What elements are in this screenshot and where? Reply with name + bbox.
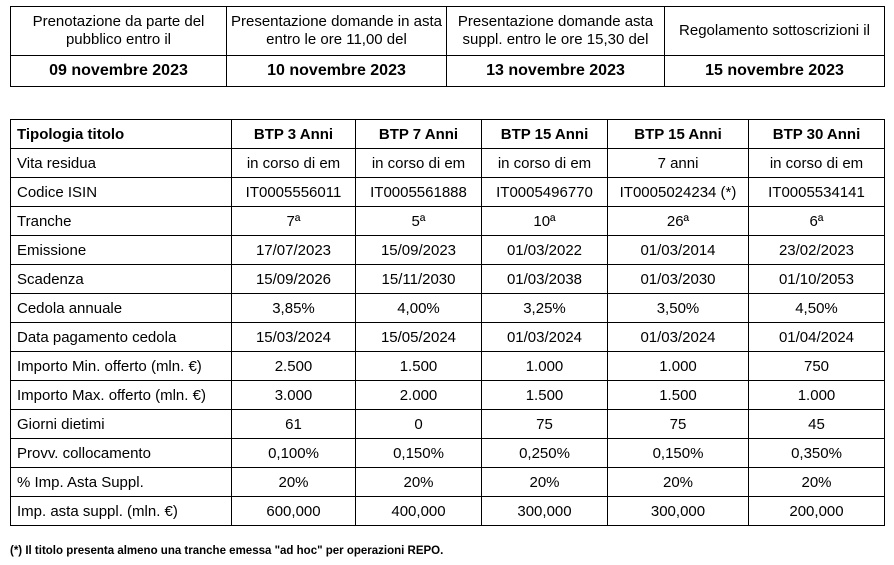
table-row [11,497,885,526]
table-row [11,323,885,352]
table-cell: 0,250% [482,439,608,468]
table-cell: IT0005534141 [749,178,885,207]
schedule-date-supplementary: 13 novembre 2023 [447,56,665,87]
row-label: % Imp. Asta Suppl. [11,468,232,497]
table-cell: 200,000 [749,497,885,526]
schedule-date-row [11,56,885,87]
table-cell: 20% [356,468,482,497]
bond-header-row [11,120,885,149]
table-cell: 0,150% [608,439,749,468]
auction-schedule-table [10,6,885,87]
table-cell: 4,00% [356,294,482,323]
table-cell: 300,000 [608,497,749,526]
table-cell: 10ª [482,207,608,236]
schedule-date-settlement: 15 novembre 2023 [665,56,885,87]
table-row [11,352,885,381]
table-cell: 15/11/2030 [356,265,482,294]
header-btp-3-anni: BTP 3 Anni [232,120,356,149]
schedule-date-auction: 10 novembre 2023 [227,56,447,87]
row-label: Data pagamento cedola [11,323,232,352]
table-cell: 3.000 [232,381,356,410]
table-cell: 6ª [749,207,885,236]
table-cell: 1.500 [608,381,749,410]
table-cell: 01/03/2030 [608,265,749,294]
table-cell: 01/03/2038 [482,265,608,294]
table-cell: 5ª [356,207,482,236]
table-cell: IT0005561888 [356,178,482,207]
table-cell: 3,25% [482,294,608,323]
table-cell: 26ª [608,207,749,236]
table-cell: 600,000 [232,497,356,526]
table-cell: IT0005496770 [482,178,608,207]
bond-table-body [11,149,885,526]
table-cell: 20% [232,468,356,497]
row-label: Emissione [11,236,232,265]
table-cell: 750 [749,352,885,381]
table-cell: 1.000 [482,352,608,381]
table-cell: in corso di em [232,149,356,178]
row-label: Importo Min. offerto (mln. €) [11,352,232,381]
table-cell: 1.500 [482,381,608,410]
table-cell: 01/04/2024 [749,323,885,352]
table-cell: 20% [482,468,608,497]
table-cell: 15/03/2024 [232,323,356,352]
table-cell: 7ª [232,207,356,236]
table-cell: 01/03/2022 [482,236,608,265]
header-btp-7-anni: BTP 7 Anni [356,120,482,149]
table-row [11,439,885,468]
footnote: (*) Il titolo presenta almeno una tranche emessa "ad hoc" per operazioni REPO. [10,545,444,557]
table-row [11,207,885,236]
table-cell: 01/03/2014 [608,236,749,265]
table-cell: 45 [749,410,885,439]
row-label: Importo Max. offerto (mln. €) [11,381,232,410]
table-cell: IT0005024234 (*) [608,178,749,207]
row-label: Giorni dietimi [11,410,232,439]
table-cell: 15/05/2024 [356,323,482,352]
table-cell: 1.500 [356,352,482,381]
table-cell: 300,000 [482,497,608,526]
table-cell: in corso di em [749,149,885,178]
table-cell: 0,100% [232,439,356,468]
table-cell: 3,50% [608,294,749,323]
table-row [11,149,885,178]
table-row [11,178,885,207]
header-btp-15-anni-b: BTP 15 Anni [608,120,749,149]
table-row [11,294,885,323]
table-cell: 2.000 [356,381,482,410]
schedule-label-supplementary: Presentazione domande asta suppl. entro le ore 15,30 del [447,7,665,56]
header-label-bond-type: Tipologia titolo [11,120,232,149]
table-cell: 0,350% [749,439,885,468]
table-row [11,381,885,410]
table-cell: 2.500 [232,352,356,381]
schedule-date-booking: 09 novembre 2023 [11,56,227,87]
header-btp-15-anni-a: BTP 15 Anni [482,120,608,149]
table-cell: 01/03/2024 [608,323,749,352]
row-label: Imp. asta suppl. (mln. €) [11,497,232,526]
table-row [11,236,885,265]
table-cell: 75 [482,410,608,439]
table-cell: 17/07/2023 [232,236,356,265]
table-cell: 1.000 [608,352,749,381]
table-cell: 01/03/2024 [482,323,608,352]
table-cell: 01/10/2053 [749,265,885,294]
schedule-label-settlement: Regolamento sottoscrizioni il [665,7,885,56]
row-label: Codice ISIN [11,178,232,207]
table-cell: 0,150% [356,439,482,468]
table-cell: 0 [356,410,482,439]
table-cell: 15/09/2026 [232,265,356,294]
table-cell: 7 anni [608,149,749,178]
table-cell: 4,50% [749,294,885,323]
table-cell: 61 [232,410,356,439]
row-label: Vita residua [11,149,232,178]
schedule-label-auction: Presentazione domande in asta entro le ore 11,00 del [227,7,447,56]
table-row [11,468,885,497]
row-label: Cedola annuale [11,294,232,323]
row-label: Provv. collocamento [11,439,232,468]
table-cell: IT0005556011 [232,178,356,207]
table-cell: 75 [608,410,749,439]
table-cell: 15/09/2023 [356,236,482,265]
schedule-label-booking: Prenotazione da parte del pubblico entro il [11,7,227,56]
table-cell: 20% [749,468,885,497]
table-cell: 20% [608,468,749,497]
table-cell: 23/02/2023 [749,236,885,265]
schedule-label-row [11,7,885,56]
table-cell: in corso di em [356,149,482,178]
header-btp-30-anni: BTP 30 Anni [749,120,885,149]
table-cell: in corso di em [482,149,608,178]
table-cell: 1.000 [749,381,885,410]
row-label: Tranche [11,207,232,236]
bond-details-table [10,119,885,526]
row-label: Scadenza [11,265,232,294]
table-row [11,265,885,294]
table-cell: 400,000 [356,497,482,526]
table-row [11,410,885,439]
table-cell: 3,85% [232,294,356,323]
